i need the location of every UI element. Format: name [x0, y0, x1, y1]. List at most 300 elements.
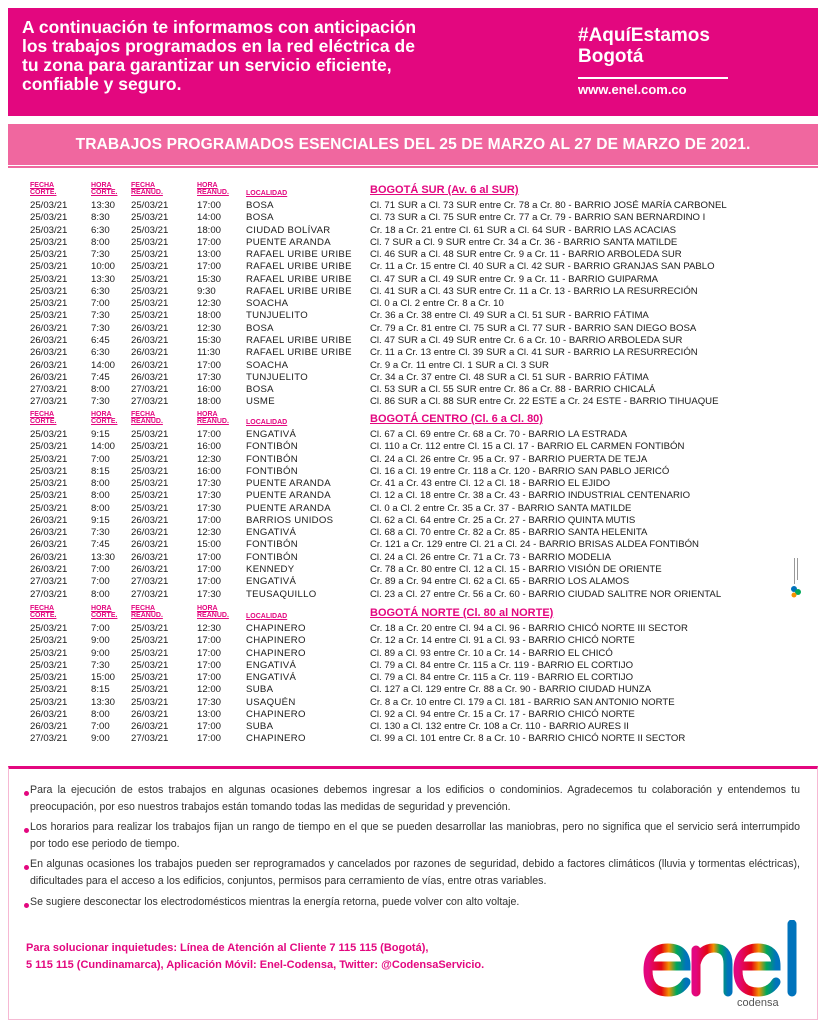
table-row: [0, 429, 826, 441]
address-cell: Cr. 41 a Cr. 43 entre Cl. 12 a Cl. 18 - BARRIO EL EJIDO: [370, 478, 611, 490]
table-row: [0, 576, 826, 588]
hashtag-line: Bogotá: [578, 46, 644, 67]
header-hora-reanud: [197, 605, 247, 619]
fecha-corte-cell: 26/03/21: [30, 335, 68, 346]
hora-reanud-cell: 17:30: [197, 696, 222, 708]
hora-reanud-cell: 16:00: [197, 441, 222, 453]
hora-reanud-cell: 17:00: [197, 564, 222, 575]
bullet-icon: [24, 903, 29, 908]
table-row: [0, 335, 826, 347]
hora-corte-cell: 8:00: [91, 236, 110, 248]
hora-corte-cell: 8:00: [91, 478, 110, 490]
contact-line: 5 115 115 (Cundinamarca), Aplicación Móvil: Enel-Codensa, Twitter: @CodensaServicio.: [26, 959, 485, 971]
fecha-reanud-cell: 26/03/21: [131, 527, 169, 539]
fecha-reanud-cell: 26/03/21: [131, 564, 169, 575]
address-cell: Cl. 0 a Cl. 2 entre Cr. 35 a Cr. 37 - BARRIO SANTA MATILDE: [370, 502, 632, 514]
hora-corte-cell: 6:45: [91, 335, 110, 346]
localidad-cell: FONTIBÓN: [246, 453, 298, 465]
fecha-corte-cell: 26/03/21: [30, 564, 68, 575]
address-cell: Cr. 78 a Cr. 80 entre Cl. 12 a Cl. 15 - BARRIO VISIÓN DE ORIENTE: [370, 564, 662, 575]
localidad-cell: PUENTE ARANDA: [246, 236, 331, 248]
address-cell: Cr. 79 a Cr. 81 entre Cl. 75 SUR a Cl. 77 SUR - BARRIO SAN DIEGO BOSA: [370, 322, 697, 334]
address-cell: Cr. 12 a Cr. 14 entre Cl. 91 a Cl. 93 - BARRIO CHICÓ NORTE: [370, 635, 635, 647]
localidad-cell: BOSA: [246, 200, 274, 211]
header-hora-corte-line: CORTE.: [91, 418, 118, 425]
header-fecha-corte-line: FECHA: [30, 182, 55, 189]
hora-reanud-cell: 17:00: [197, 659, 222, 671]
fecha-reanud-cell: 25/03/21: [131, 200, 169, 211]
hora-corte-cell: 7:30: [91, 659, 110, 671]
hora-reanud-cell: 12:30: [197, 298, 222, 310]
hora-reanud-cell: 17:30: [197, 478, 222, 490]
fecha-reanud-cell: 25/03/21: [131, 310, 169, 322]
fecha-corte-cell: 25/03/21: [30, 478, 68, 490]
fecha-reanud-cell: 26/03/21: [131, 514, 169, 526]
fecha-reanud-cell: 25/03/21: [131, 465, 169, 477]
table-row: [0, 212, 826, 224]
hashtag: [578, 25, 710, 67]
note-item: Se sugiere desconectar los electrodomésticos mientras la energía retorna, puede volver con alto voltaje.: [30, 896, 520, 908]
enel-logo-icon: [640, 920, 810, 1015]
fecha-reanud-cell: 25/03/21: [131, 502, 169, 514]
header-localidad: LOCALIDAD: [246, 419, 288, 426]
logo-letter-n: [696, 948, 728, 992]
hora-corte-cell: 8:15: [91, 684, 110, 696]
hora-reanud-cell: 17:00: [197, 635, 222, 647]
address-cell: Cl. 68 a Cl. 70 entre Cr. 82 a Cr. 85 - BARRIO SANTA HELENITA: [370, 527, 648, 539]
fecha-reanud-cell: 26/03/21: [131, 371, 169, 383]
table-row: [0, 274, 826, 286]
banner-divider: [578, 77, 728, 79]
localidad-cell: RAFAEL URIBE URIBE: [246, 249, 352, 261]
fecha-reanud-cell: 25/03/21: [131, 273, 169, 285]
hora-corte-cell: 9:15: [91, 429, 110, 440]
address-cell: Cl. 92 a Cl. 94 entre Cr. 15 a Cr. 17 - BARRIO CHICÓ NORTE: [370, 708, 635, 720]
table-row: [0, 635, 826, 647]
header-localidad: LOCALIDAD: [246, 190, 288, 197]
header-hora-reanud-line: HORA: [197, 411, 218, 418]
fecha-reanud-cell: 25/03/21: [131, 490, 169, 502]
table-row: [0, 298, 826, 310]
fecha-corte-cell: 25/03/21: [30, 249, 68, 261]
hora-reanud-cell: 12:30: [197, 527, 222, 539]
localidad-cell: FONTIBÓN: [246, 539, 298, 551]
header-hora-reanud: [197, 182, 247, 196]
localidad-cell: ENGATIVÁ: [246, 659, 297, 671]
table-row: [0, 478, 826, 490]
address-cell: Cl. 130 a Cl. 132 entre Cr. 108 a Cr. 110 - BARRIO AURES II: [370, 721, 629, 733]
fecha-reanud-cell: 25/03/21: [131, 236, 169, 248]
hora-corte-cell: 14:00: [91, 441, 116, 453]
hora-corte-cell: 8:00: [91, 490, 110, 502]
fecha-reanud-cell: 26/03/21: [131, 347, 169, 359]
table-row: [0, 623, 826, 635]
fecha-corte-cell: 25/03/21: [30, 623, 68, 634]
localidad-cell: ENGATIVÁ: [246, 429, 297, 440]
fecha-corte-cell: 26/03/21: [30, 527, 68, 539]
hora-corte-cell: 6:30: [91, 285, 110, 297]
side-logo-icon: [789, 558, 803, 598]
fecha-reanud-cell: 25/03/21: [131, 249, 169, 261]
fecha-corte-cell: 25/03/21: [30, 441, 68, 453]
localidad-cell: CIUDAD BOLÍVAR: [246, 224, 331, 236]
hora-corte-cell: 7:00: [91, 576, 110, 588]
website-link[interactable]: www.enel.com.co: [578, 82, 687, 97]
fecha-reanud-cell: 25/03/21: [131, 224, 169, 236]
table-row: [0, 490, 826, 502]
fecha-reanud-cell: 27/03/21: [131, 384, 169, 395]
fecha-reanud-cell: 25/03/21: [131, 647, 169, 659]
note-item: En algunas ocasiones los trabajos pueden ser reprogramados y cancelados por razones de seguridad, debido a factores climáticos (lluvia y tormentas eléctricas), dificultades para el acceso a los edificios, conjuntos, permisos para cerramiento de vías, entre otras variables.: [30, 858, 800, 887]
fecha-corte-cell: 25/03/21: [30, 453, 68, 465]
hora-reanud-cell: 18:00: [197, 310, 222, 322]
header-hora-reanud: [197, 411, 247, 425]
address-cell: Cl. 12 a Cl. 18 entre Cr. 38 a Cr. 43 - BARRIO INDUSTRIAL CENTENARIO: [370, 490, 691, 502]
address-cell: Cl. 62 a Cl. 64 entre Cr. 25 a Cr. 27 - BARRIO QUINTA MUTIS: [370, 514, 636, 526]
fecha-reanud-cell: 25/03/21: [131, 453, 169, 465]
fecha-reanud-cell: 26/03/21: [131, 322, 169, 334]
table-row: [0, 672, 826, 684]
table-row: [0, 237, 826, 249]
table-row: [0, 564, 826, 576]
localidad-cell: RAFAEL URIBE URIBE: [246, 347, 352, 359]
fecha-corte-cell: 25/03/21: [30, 224, 68, 236]
header-fecha-reanud-line: FECHA: [131, 411, 156, 418]
table-row: [0, 360, 826, 372]
address-cell: Cl. 0 a Cl. 2 entre Cr. 8 a Cr. 10: [370, 298, 504, 310]
hora-reanud-cell: 18:00: [197, 224, 222, 236]
hora-reanud-cell: 17:30: [197, 371, 222, 383]
hora-reanud-cell: 17:00: [197, 647, 222, 659]
table-row: [0, 684, 826, 696]
fecha-reanud-cell: 25/03/21: [131, 623, 169, 634]
hora-reanud-cell: 13:00: [197, 708, 222, 720]
header-fecha-corte-line: CORTE.: [30, 612, 57, 619]
fecha-reanud-cell: 25/03/21: [131, 635, 169, 647]
fecha-reanud-cell: 25/03/21: [131, 298, 169, 310]
header-hora-corte: [91, 411, 131, 425]
localidad-cell: BOSA: [246, 322, 274, 334]
section-title: BOGOTÁ NORTE (Cl. 80 al NORTE): [370, 607, 554, 619]
hora-corte-cell: 7:00: [91, 564, 110, 575]
hora-reanud-cell: 15:00: [197, 539, 222, 551]
hora-reanud-cell: 15:30: [197, 273, 222, 285]
hora-corte-cell: 9:00: [91, 635, 110, 647]
fecha-reanud-cell: 25/03/21: [131, 285, 169, 297]
section-title: BOGOTÁ SUR (Av. 6 al SUR): [370, 184, 519, 196]
header-fecha-corte-line: FECHA: [30, 605, 55, 612]
localidad-cell: KENNEDY: [246, 564, 295, 575]
hora-reanud-cell: 12:30: [197, 623, 222, 634]
hora-corte-cell: 7:45: [91, 539, 110, 551]
header-fecha-reanud-line: REANUD.: [131, 418, 163, 425]
table-row: [0, 503, 826, 515]
fecha-reanud-cell: 27/03/21: [131, 396, 169, 408]
header-hora-corte: [91, 182, 131, 196]
fecha-reanud-cell: 25/03/21: [131, 696, 169, 708]
hora-reanud-cell: 17:00: [197, 261, 222, 273]
address-cell: Cl. 24 a Cl. 26 entre Cr. 71 a Cr. 73 - BARRIO MODELIA: [370, 551, 612, 563]
localidad-cell: RAFAEL URIBE URIBE: [246, 273, 352, 285]
localidad-cell: SOACHA: [246, 359, 289, 371]
header-hora-corte-line: CORTE.: [91, 189, 118, 196]
hora-reanud-cell: 17:30: [197, 502, 222, 514]
bullet-icon: [24, 791, 29, 796]
address-cell: Cr. 89 a Cr. 94 entre Cl. 62 a Cl. 65 - BARRIO LOS ALAMOS: [370, 576, 630, 588]
fecha-reanud-cell: 25/03/21: [131, 659, 169, 671]
hora-corte-cell: 8:15: [91, 465, 110, 477]
logo-letter-e: [648, 948, 686, 992]
fecha-reanud-cell: 26/03/21: [131, 721, 169, 733]
hora-reanud-cell: 16:00: [197, 384, 222, 395]
localidad-cell: ENGATIVÁ: [246, 527, 297, 539]
header-fecha-corte: [30, 182, 80, 196]
header-fecha-corte: [30, 605, 80, 619]
fecha-reanud-cell: 25/03/21: [131, 261, 169, 273]
localidad-cell: BARRIOS UNIDOS: [246, 514, 334, 526]
localidad-cell: CHAPINERO: [246, 635, 306, 647]
fecha-reanud-cell: 26/03/21: [131, 551, 169, 563]
table-row: [0, 527, 826, 539]
hora-reanud-cell: 17:00: [197, 200, 222, 211]
localidad-cell: RAFAEL URIBE URIBE: [246, 335, 352, 346]
fecha-corte-cell: 26/03/21: [30, 322, 68, 334]
table-row: [0, 454, 826, 466]
localidad-cell: SUBA: [246, 721, 274, 733]
header-hora-corte-line: HORA: [91, 182, 112, 189]
fecha-corte-cell: 27/03/21: [30, 588, 68, 600]
table-row: [0, 249, 826, 261]
localidad-cell: RAFAEL URIBE URIBE: [246, 261, 352, 273]
fecha-corte-cell: 25/03/21: [30, 212, 68, 224]
hora-reanud-cell: 17:00: [197, 359, 222, 371]
localidad-cell: USAQUÉN: [246, 696, 296, 708]
fecha-corte-cell: 25/03/21: [30, 298, 68, 310]
localidad-cell: TUNJUELITO: [246, 371, 308, 383]
fecha-reanud-cell: 27/03/21: [131, 588, 169, 600]
fecha-reanud-cell: 27/03/21: [131, 576, 169, 588]
hora-reanud-cell: 17:00: [197, 429, 222, 440]
fecha-corte-cell: 25/03/21: [30, 696, 68, 708]
table-row: [0, 709, 826, 721]
header-fecha-reanud: [131, 411, 183, 425]
hora-reanud-cell: 17:30: [197, 490, 222, 502]
fecha-reanud-cell: 26/03/21: [131, 359, 169, 371]
table-row: [0, 310, 826, 322]
hora-reanud-cell: 17:00: [197, 721, 222, 733]
table-row: [0, 225, 826, 237]
hora-reanud-cell: 11:30: [197, 347, 221, 359]
fecha-corte-cell: 27/03/21: [30, 384, 68, 395]
hora-corte-cell: 8:00: [91, 588, 110, 600]
fecha-corte-cell: 25/03/21: [30, 465, 68, 477]
page-title: TRABAJOS PROGRAMADOS ESENCIALES DEL 25 DE MARZO AL 27 DE MARZO DE 2021.: [8, 124, 818, 165]
localidad-cell: BOSA: [246, 212, 274, 224]
hora-reanud-cell: 17:00: [197, 514, 222, 526]
localidad-cell: CHAPINERO: [246, 647, 306, 659]
address-cell: Cl. 110 a Cr. 112 entre Cl. 15 a Cl. 17 - BARRIO EL CARMEN FONTIBÓN: [370, 441, 685, 453]
localidad-cell: CHAPINERO: [246, 733, 306, 745]
contact-info: [26, 940, 626, 974]
fecha-reanud-cell: 26/03/21: [131, 539, 169, 551]
fecha-reanud-cell: 25/03/21: [131, 429, 169, 440]
fecha-corte-cell: 25/03/21: [30, 659, 68, 671]
localidad-cell: BOSA: [246, 384, 274, 395]
hora-reanud-cell: 13:00: [197, 249, 222, 261]
table-row: [0, 286, 826, 298]
side-logo-dot: [792, 593, 797, 598]
table-row: [0, 539, 826, 551]
hora-reanud-cell: 9:30: [197, 285, 216, 297]
localidad-cell: ENGATIVÁ: [246, 576, 297, 588]
address-cell: Cl. 127 a Cl. 129 entre Cr. 88 a Cr. 90 - BARRIO CIUDAD HUNZA: [370, 684, 651, 696]
localidad-cell: FONTIBÓN: [246, 441, 298, 453]
hora-corte-cell: 6:30: [91, 224, 110, 236]
localidad-cell: FONTIBÓN: [246, 465, 298, 477]
table-row: [0, 697, 826, 709]
address-cell: Cl. 71 SUR a Cl. 73 SUR entre Cr. 78 a Cr. 80 - BARRIO JOSÉ MARÍA CARBONEL: [370, 200, 727, 211]
header-hora-reanud-line: HORA: [197, 605, 218, 612]
title-divider: [8, 166, 818, 168]
table-row: [0, 721, 826, 733]
fecha-corte-cell: 25/03/21: [30, 647, 68, 659]
fecha-corte-cell: 26/03/21: [30, 371, 68, 383]
hora-corte-cell: 14:00: [91, 359, 116, 371]
fecha-reanud-cell: 27/03/21: [131, 733, 169, 745]
address-cell: Cl. 7 SUR a Cl. 9 SUR entre Cr. 34 a Cr. 36 - BARRIO SANTA MATILDE: [370, 236, 678, 248]
localidad-cell: TUNJUELITO: [246, 310, 308, 322]
fecha-corte-cell: 25/03/21: [30, 635, 68, 647]
fecha-reanud-cell: 25/03/21: [131, 478, 169, 490]
localidad-cell: PUENTE ARANDA: [246, 490, 331, 502]
table-row: [0, 441, 826, 453]
localidad-cell: FONTIBÓN: [246, 551, 298, 563]
hora-corte-cell: 7:00: [91, 298, 110, 310]
address-cell: Cr. 36 a Cr. 38 entre Cl. 49 SUR a Cl. 51 SUR - BARRIO FÁTIMA: [370, 310, 649, 322]
hora-corte-cell: 6:30: [91, 347, 110, 359]
localidad-cell: CHAPINERO: [246, 623, 306, 634]
localidad-cell: ENGATIVÁ: [246, 672, 297, 684]
fecha-reanud-cell: 25/03/21: [131, 684, 169, 696]
table-row: [0, 347, 826, 359]
intro-line: tu zona para garantizar un servicio eficiente,: [22, 55, 392, 75]
address-cell: Cr. 121 a Cr. 129 entre Cl. 21 a Cl. 24 - BARRIO BRISAS ALDEA FONTIBÓN: [370, 539, 699, 551]
localidad-cell: CHAPINERO: [246, 708, 306, 720]
hashtag-line: #AquíEstamos: [578, 25, 710, 46]
localidad-cell: TEUSAQUILLO: [246, 588, 317, 600]
address-cell: Cr. 9 a Cr. 11 entre Cl. 1 SUR a Cl. 3 SUR: [370, 359, 549, 371]
fecha-corte-cell: 26/03/21: [30, 514, 68, 526]
header-fecha-corte-line: CORTE.: [30, 189, 57, 196]
fecha-corte-cell: 26/03/21: [30, 551, 68, 563]
table-row: [0, 660, 826, 672]
fecha-corte-cell: 25/03/21: [30, 429, 68, 440]
fecha-corte-cell: 26/03/21: [30, 347, 68, 359]
header-hora-reanud-line: REANUD.: [197, 612, 229, 619]
intro-text: [22, 18, 542, 94]
address-cell: Cr. 8 a Cr. 10 entre Cl. 179 a Cl. 181 - BARRIO SAN ANTONIO NORTE: [370, 696, 675, 708]
hora-reanud-cell: 15:30: [197, 335, 222, 346]
localidad-cell: PUENTE ARANDA: [246, 478, 331, 490]
fecha-corte-cell: 25/03/21: [30, 273, 68, 285]
fecha-corte-cell: 25/03/21: [30, 310, 68, 322]
fecha-reanud-cell: 26/03/21: [131, 708, 169, 720]
hora-reanud-cell: 17:00: [197, 236, 222, 248]
note-item: Los horarios para realizar los trabajos fijan un rango de tiempo en el que se pueden desarrollar las maniobras, pero no significa que el servicio será interrumpido por todo ese periodo de tiempo.: [30, 821, 800, 850]
localidad-cell: USME: [246, 396, 275, 408]
intro-line: los trabajos programados en la red eléctrica de: [22, 36, 415, 56]
header-hora-corte: [91, 605, 131, 619]
header-fecha-corte-line: FECHA: [30, 411, 55, 418]
hora-reanud-cell: 17:00: [197, 551, 222, 563]
header-hora-reanud-line: REANUD.: [197, 418, 229, 425]
bullet-icon: [24, 865, 29, 870]
hora-corte-cell: 9:00: [91, 647, 110, 659]
header-fecha-reanud-line: REANUD.: [131, 189, 163, 196]
fecha-corte-cell: 25/03/21: [30, 200, 68, 211]
hora-corte-cell: 9:00: [91, 733, 110, 745]
fecha-corte-cell: 25/03/21: [30, 261, 68, 273]
localidad-cell: PUENTE ARANDA: [246, 502, 331, 514]
hora-corte-cell: 7:30: [91, 396, 110, 408]
fecha-corte-cell: 27/03/21: [30, 576, 68, 588]
table-row: [0, 648, 826, 660]
address-cell: Cl. 23 a Cl. 27 entre Cr. 56 a Cr. 60 - BARRIO CIUDAD SALITRE NOR ORIENTAL: [370, 588, 722, 600]
hora-reanud-cell: 14:00: [197, 212, 222, 224]
address-cell: Cl. 47 SUR a Cl. 49 SUR entre Cr. 6 a Cr. 10 - BARRIO ARBOLEDA SUR: [370, 335, 683, 346]
header-fecha-reanud-line: FECHA: [131, 182, 156, 189]
codensa-label: codensa: [737, 997, 779, 1009]
hora-reanud-cell: 17:00: [197, 576, 222, 588]
hora-corte-cell: 8:30: [91, 212, 110, 224]
address-cell: Cr. 11 a Cr. 15 entre Cl. 40 SUR a Cl. 42 SUR - BARRIO GRANJAS SAN PABLO: [370, 261, 715, 273]
fecha-corte-cell: 26/03/21: [30, 708, 68, 720]
header-hora-corte-line: HORA: [91, 411, 112, 418]
fecha-reanud-cell: 25/03/21: [131, 441, 169, 453]
localidad-cell: SOACHA: [246, 298, 289, 310]
header-fecha-reanud-line: FECHA: [131, 605, 156, 612]
fecha-corte-cell: 25/03/21: [30, 490, 68, 502]
table-row: [0, 466, 826, 478]
header-fecha-corte-line: CORTE.: [30, 418, 57, 425]
table-row: [0, 396, 826, 408]
hora-reanud-cell: 17:00: [197, 672, 222, 684]
header-hora-corte-line: HORA: [91, 605, 112, 612]
table-row: [0, 384, 826, 396]
hora-corte-cell: 7:30: [91, 249, 110, 261]
fecha-corte-cell: 25/03/21: [30, 684, 68, 696]
intro-line: confiable y seguro.: [22, 74, 182, 94]
hora-corte-cell: 15:00: [91, 672, 116, 684]
address-cell: Cl. 53 SUR a Cl. 55 SUR entre Cr. 86 a Cr. 88 - BARRIO CHICALÁ: [370, 384, 656, 395]
intro-line: A continuación te informamos con anticipación: [22, 17, 417, 37]
fecha-corte-cell: 26/03/21: [30, 359, 68, 371]
address-cell: Cl. 67 a Cl. 69 entre Cr. 68 a Cr. 70 - BARRIO LA ESTRADA: [370, 429, 628, 440]
header-hora-corte-line: CORTE.: [91, 612, 118, 619]
localidad-cell: SUBA: [246, 684, 274, 696]
hora-corte-cell: 7:30: [91, 527, 110, 539]
table-row: [0, 323, 826, 335]
address-cell: Cl. 89 a Cl. 93 entre Cr. 10 a Cr. 14 - BARRIO EL CHICÓ: [370, 647, 613, 659]
hora-reanud-cell: 12:00: [197, 684, 222, 696]
hora-corte-cell: 7:30: [91, 322, 110, 334]
localidad-cell: RAFAEL URIBE URIBE: [246, 285, 352, 297]
address-cell: Cr. 34 a Cr. 37 entre Cl. 48 SUR a Cl. 51 SUR - BARRIO FÁTIMA: [370, 371, 649, 383]
fecha-corte-cell: 26/03/21: [30, 539, 68, 551]
hora-corte-cell: 8:00: [91, 502, 110, 514]
fecha-corte-cell: 26/03/21: [30, 721, 68, 733]
hora-reanud-cell: 12:30: [197, 322, 222, 334]
